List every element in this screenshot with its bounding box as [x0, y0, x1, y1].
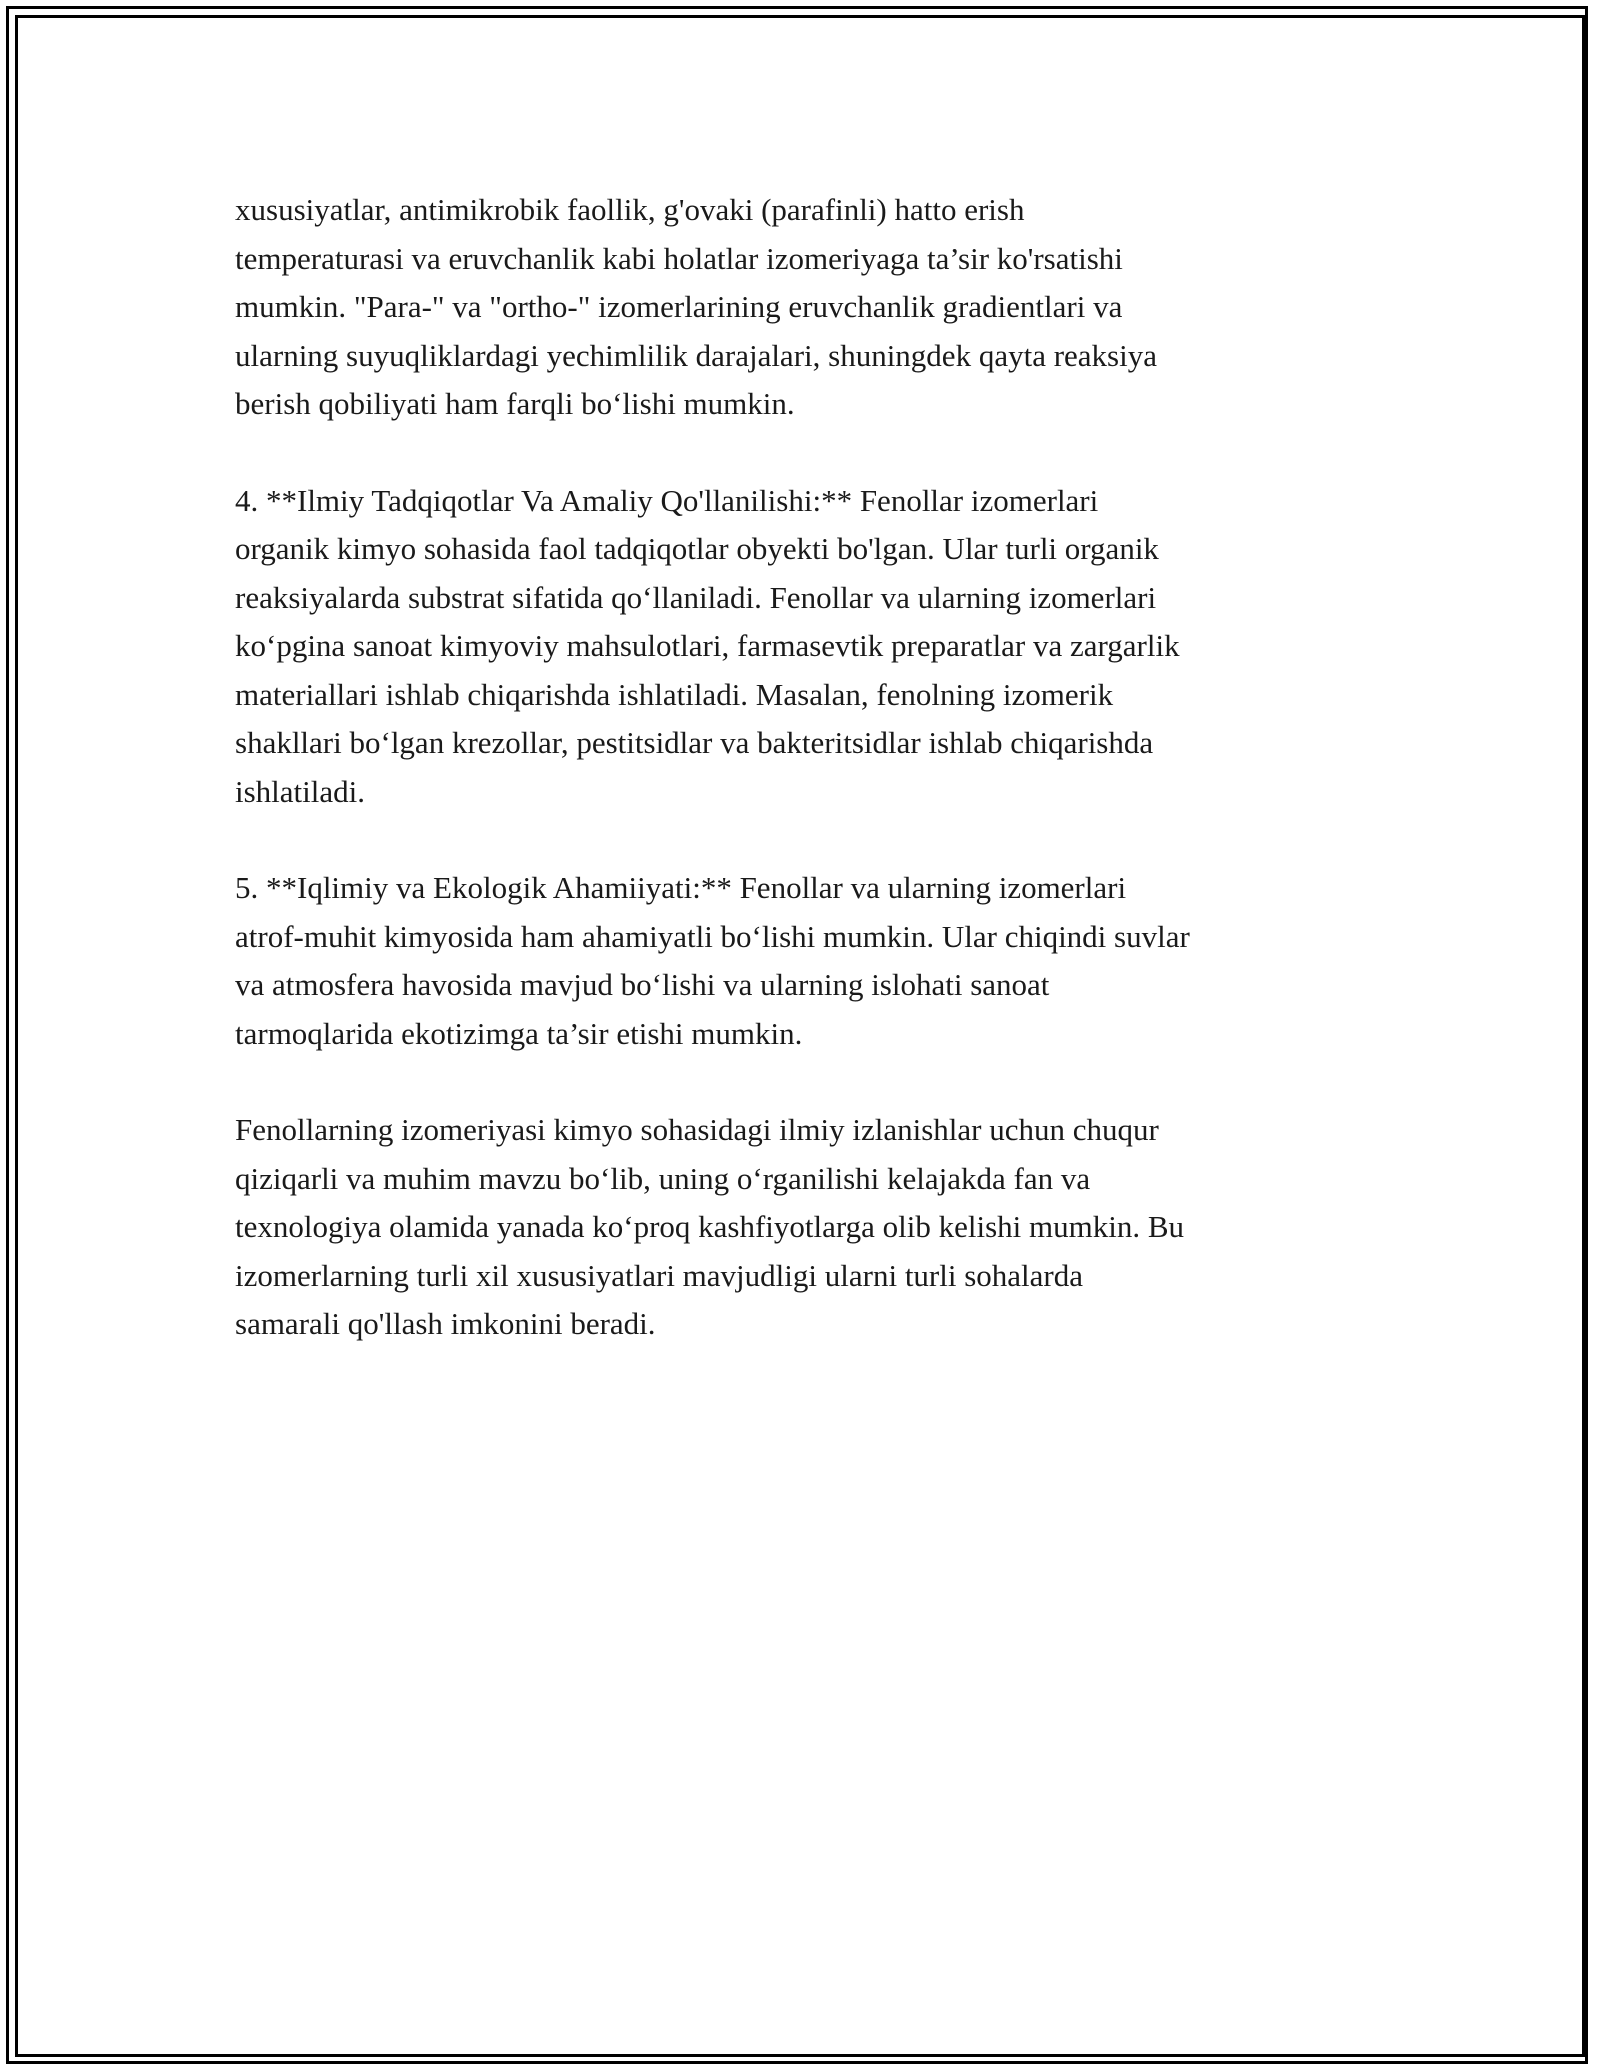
paragraph-properties-continuation: xususiyatlar, antimikrobik faollik, g'ovaki (parafinli) hatto erish temperaturasi va eruvchanlik kabi holatlar izomeriyaga ta’sir ko'rsatishi mumkin. "Para-" va "ortho-" izomerlarining eruvchanlik gradientlari va ularning suyuqliklardagi yechimlilik darajalari, shuningdek qayta reaksiya berish qobiliyati ham farqli bo‘lishi mumkin. — [235, 192, 1157, 421]
paragraph-conclusion: Fenollarning izomeriyasi kimyo sohasidagi ilmiy izlanishlar uchun chuqur qiziqarli va muhim mavzu bo‘lib, uning o‘rganilishi kelajakda fan va texnologiya olamida yanada ko‘proq kashfiyotlarga olib kelishi mumkin. Bu izomerlarning turli xil xususiyatlari mavjudligi ularni turli sohalarda samarali qo'llash imkonini beradi. — [235, 1112, 1185, 1341]
document-body — [235, 186, 1370, 1397]
paragraph-research-applications: 4. **Ilmiy Tadqiqotlar Va Amaliy Qo'llanilishi:** Fenollar izomerlari organik kimyo sohasida faol tadqiqotlar obyekti bo'lgan. Ular turli organik reaksiyalarda substrat sifatida qo‘llaniladi. Fenollar va ularning izomerlari ko‘pgina sanoat kimyoviy mahsulotlari, farmasevtik preparatlar va zargarlik materiallari ishlab chiqarishda ishlatiladi. Masalan, fenolning izomerik shakllari bo‘lgan krezollar, pestitsidlar va bakteritsidlar ishlab chiqarishda ishlatiladi. — [235, 482, 1180, 809]
paragraph-ecological-significance: 5. **Iqlimiy va Ekologik Ahamiiyati:** Fenollar va ularning izomerlari atrof-muhit kimyosida ham ahamiyatli bo‘lishi mumkin. Ular chiqindi suvlar va atmosfera havosida mavjud bo‘lishi va ularning islohati sanoat tarmoqlarida ekotizimga ta’sir etishi mumkin. — [235, 870, 1190, 1051]
